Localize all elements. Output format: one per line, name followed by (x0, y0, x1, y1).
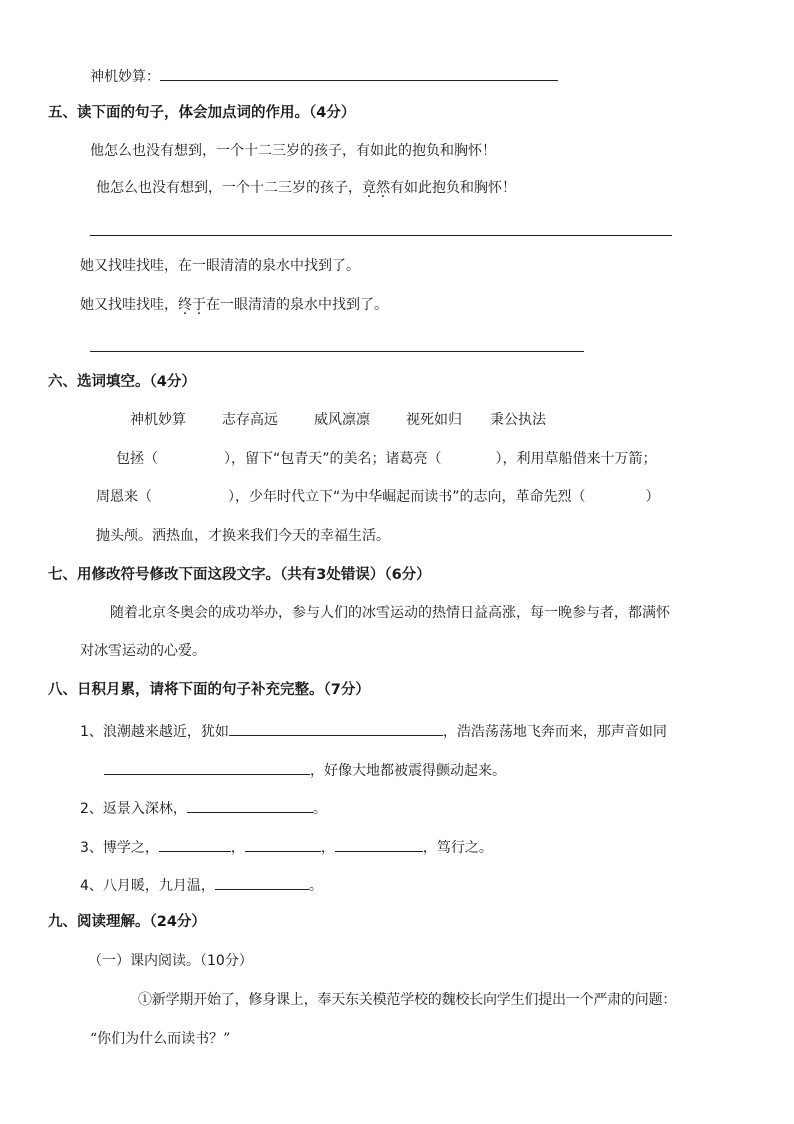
answer-blank[interactable] (160, 64, 558, 81)
section-8-title: 八、日积月累，请将下面的句子补充完整。（7分） (48, 682, 370, 698)
word-bank (130, 410, 582, 430)
section-5-title: 五、读下面的句子，体会加点词的作用。（4分） (48, 105, 356, 121)
dotted-char: 终 (178, 297, 192, 313)
word-bank-item: 威风凛凛 (314, 412, 370, 428)
answer-line[interactable] (90, 235, 672, 236)
sec5-sentence-2 (96, 178, 516, 198)
sec8-text: 4、八月暖，九月温， (80, 878, 215, 894)
answer-blank[interactable] (335, 835, 423, 852)
sec9-paragraph-1: ①新学期开始了，修身课上，奉天东关模范学校的魏校长向学生们提出一个严肃的问题： (138, 992, 677, 1008)
sec8-text: ，好像大地都被震得颤动起来。 (310, 763, 506, 779)
section-6-title: 六、选词填空。（4分） (48, 374, 196, 390)
sec9-paragraph-2: “你们为什么而读书？” (90, 1031, 231, 1047)
dotted-char: 然 (376, 180, 390, 196)
sec8-sep: ， (230, 840, 245, 856)
answer-blank[interactable] (159, 835, 231, 852)
sec8-sep: ， (320, 840, 335, 856)
sec6-text: ） (645, 489, 660, 505)
sec8-text: 1、浪潮越来越近，犹如 (80, 724, 229, 740)
section-7-title: 七、用修改符号修改下面这段文字。（共有3处错误）（6分） (48, 567, 431, 583)
answer-blank[interactable] (104, 758, 310, 775)
sec8-item-4 (80, 873, 323, 896)
sec6-text: ），留下“包青天”的美名；诸葛亮（ (224, 451, 442, 467)
sec5-sentence-4-post: 在一眼清清的泉水中找到了。 (206, 297, 388, 313)
sec8-item-1-cont (104, 758, 506, 781)
sec7-paragraph-1: 随着北京冬奥会的成功举办，参与人们的冰雪运动的热情日益高涨，每一晚参与者，都满怀 (110, 605, 670, 621)
sec9-subtitle: （一）课内阅读。（10分） (88, 953, 253, 969)
sec6-line-2 (96, 487, 660, 507)
answer-line[interactable] (90, 351, 584, 352)
sec8-text: 。 (308, 878, 323, 894)
sec5-sentence-2-pre: 他怎么也没有想到，一个十二三岁的孩子， (96, 180, 362, 196)
sec5-sentence-1: 他怎么也没有想到，一个十二三岁的孩子，有如此的抱负和胸怀！ (90, 143, 496, 159)
sec6-line-1 (116, 449, 657, 469)
sec8-text: 2、返景入深林， (80, 801, 187, 817)
answer-blank[interactable] (245, 835, 321, 852)
word-bank-item: 志存高远 (222, 412, 278, 428)
sec8-item-1 (80, 719, 667, 742)
dotted-char: 于 (192, 297, 206, 313)
sec6-text: 包拯（ (116, 451, 158, 467)
sec8-item-2 (80, 796, 327, 819)
sec5-sentence-4 (80, 295, 388, 315)
answer-blank[interactable] (215, 873, 309, 890)
sec6-text: ），少年时代立下“为中华崛起而读书”的志向，革命先烈（ (228, 489, 586, 505)
dotted-char: 竟 (362, 180, 376, 196)
sec6-text: ），利用草船借来十万箭； (495, 451, 657, 467)
answer-blank[interactable] (187, 796, 313, 813)
sec8-text: 。 (312, 801, 327, 817)
word-bank-item: 视死如归 (406, 412, 462, 428)
word-bank-item: 神机妙算 (130, 412, 186, 428)
section-9-title: 九、阅读理解。（24分） (48, 914, 206, 930)
sec5-sentence-3: 她又找哇找哇，在一眼清清的泉水中找到了。 (80, 258, 360, 274)
sec8-text: ，浩浩荡荡地飞奔而来，那声音如同 (442, 724, 667, 740)
q4-tail-line (90, 64, 558, 87)
q4-tail-label: 神机妙算： (90, 69, 160, 85)
sec6-text: 周恩来（ (96, 489, 152, 505)
word-bank-item: 秉公执法 (490, 412, 546, 428)
answer-blank[interactable] (229, 719, 443, 736)
sec5-sentence-2-post: 有如此抱负和胸怀！ (390, 180, 516, 196)
sec8-text: 3、博学之， (80, 840, 159, 856)
sec6-line-3: 抛头颅。洒热血，才换来我们今天的幸福生活。 (96, 528, 390, 544)
sec8-text: ，笃行之。 (422, 840, 493, 856)
sec8-item-3 (80, 835, 493, 858)
sec7-paragraph-2: 对冰雪运动的心爱。 (80, 643, 206, 659)
sec5-sentence-4-pre: 她又找哇找哇， (80, 297, 178, 313)
